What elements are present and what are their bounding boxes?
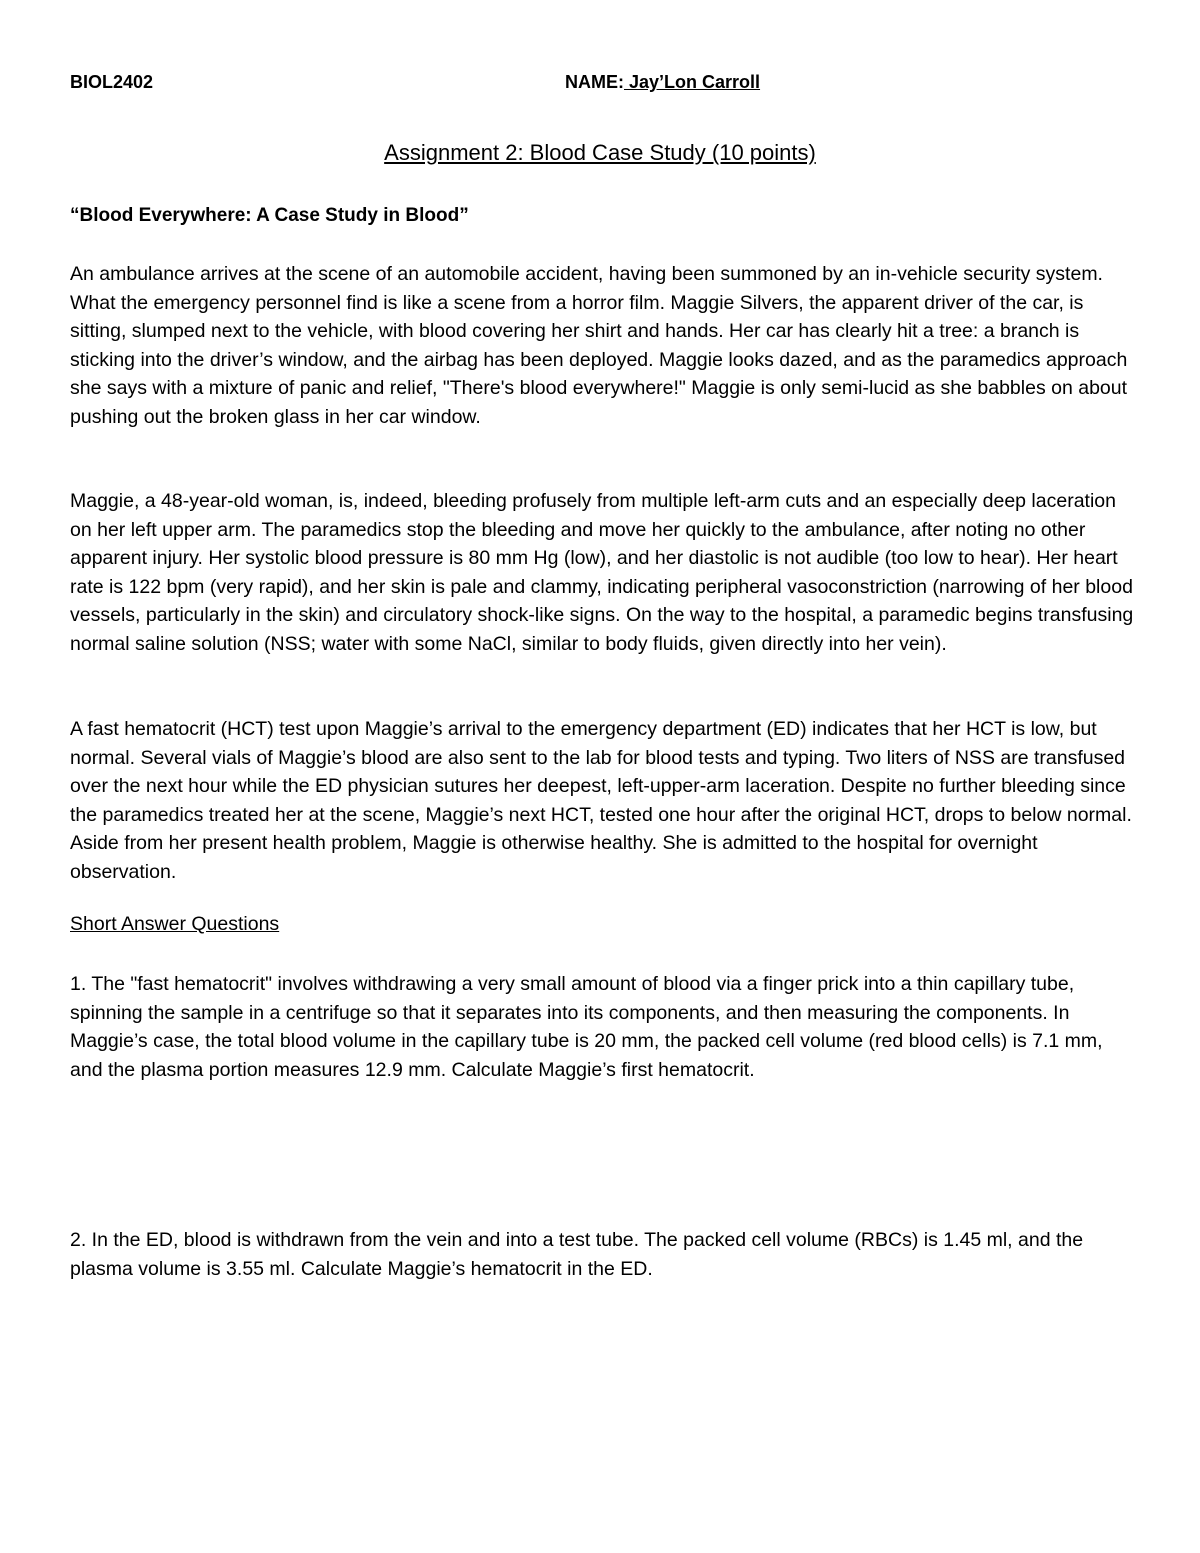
name-label: NAME: bbox=[565, 72, 624, 92]
question-1: 1. The "fast hematocrit" involves withdrawing a very small amount of blood via a finger prick into a thin capillary tube, spinning the sample in a centrifuge so that it separates into its components, and then measuring the components. In Maggie’s case, the total blood volume in the capillary tube is 20 mm, the packed cell volume (red blood cells) is 7.1 mm, and the plasma portion measures 12.9 mm. Calculate Maggie’s first hematocrit. bbox=[70, 973, 1103, 1081]
case-paragraph: An ambulance arrives at the scene of an automobile accident, having been summoned by an in-vehicle security system. What the emergency personnel find is like a scene from a horror film. Maggie Silvers, the apparent driver of the car, is sitting, slumped next to the vehicle, with blood covering her shirt and hands. Her car has clearly hit a tree: a branch is sticking into the driver’s window, and the airbag has been deployed. Maggie looks dazed, and as the paramedics approach she says with a mixture of panic and relief, "There's blood everywhere!" Maggie is only semi-lucid as she babbles on about pushing out the broken glass in her car window. bbox=[70, 263, 1128, 428]
name-value: Jay’Lon Carroll bbox=[624, 72, 761, 92]
questions-heading: Short Answer Questions bbox=[70, 913, 280, 935]
question-2: 2. In the ED, blood is withdrawn from the vein and into a test tube. The packed cell volume (RBCs) is 1.45 ml, and the plasma volume is 3.55 ml. Calculate Maggie’s hematocrit in the ED. bbox=[70, 1229, 1084, 1280]
course-code: BIOL2402 bbox=[70, 72, 154, 92]
assignment-title: Assignment 2: Blood Case Study (10 points) bbox=[384, 140, 816, 165]
case-paragraph: A fast hematocrit (HCT) test upon Maggie’s arrival to the emergency department (ED) indicates that her HCT is low, but normal. Several vials of Maggie’s blood are also sent to the lab for blood tests and typing. Two liters of NSS are transfused over the next hour while the ED physician sutures her deepest, left-upper-arm laceration. Despite no further bleeding since the paramedics treated her at the scene, Maggie’s next HCT, tested one hour after the original HCT, drops to below normal. Aside from her present health problem, Maggie is otherwise healthy. She is admitted to the hospital for overnight observation. bbox=[70, 718, 1132, 883]
case-paragraph: Maggie, a 48-year-old woman, is, indeed, bleeding profusely from multiple left-arm cuts and an especially deep laceration on her left upper arm. The paramedics stop the bleeding and move her quickly to the ambulance, after noting no other apparent injury. Her systolic blood pressure is 80 mm Hg (low), and her diastolic is not audible (too low to hear). Her heart rate is 122 bpm (very rapid), and her skin is pale and clammy, indicating peripheral vasoconstriction (narrowing of her blood vessels, particularly in the skin) and circulatory shock-like signs. On the way to the hospital, a paramedic begins transfusing normal saline solution (NSS; water with some NaCl, similar to body fluids, given directly into her vein). bbox=[70, 490, 1134, 655]
case-study-title: “Blood Everywhere: A Case Study in Blood” bbox=[70, 205, 469, 226]
student-name bbox=[565, 72, 760, 93]
